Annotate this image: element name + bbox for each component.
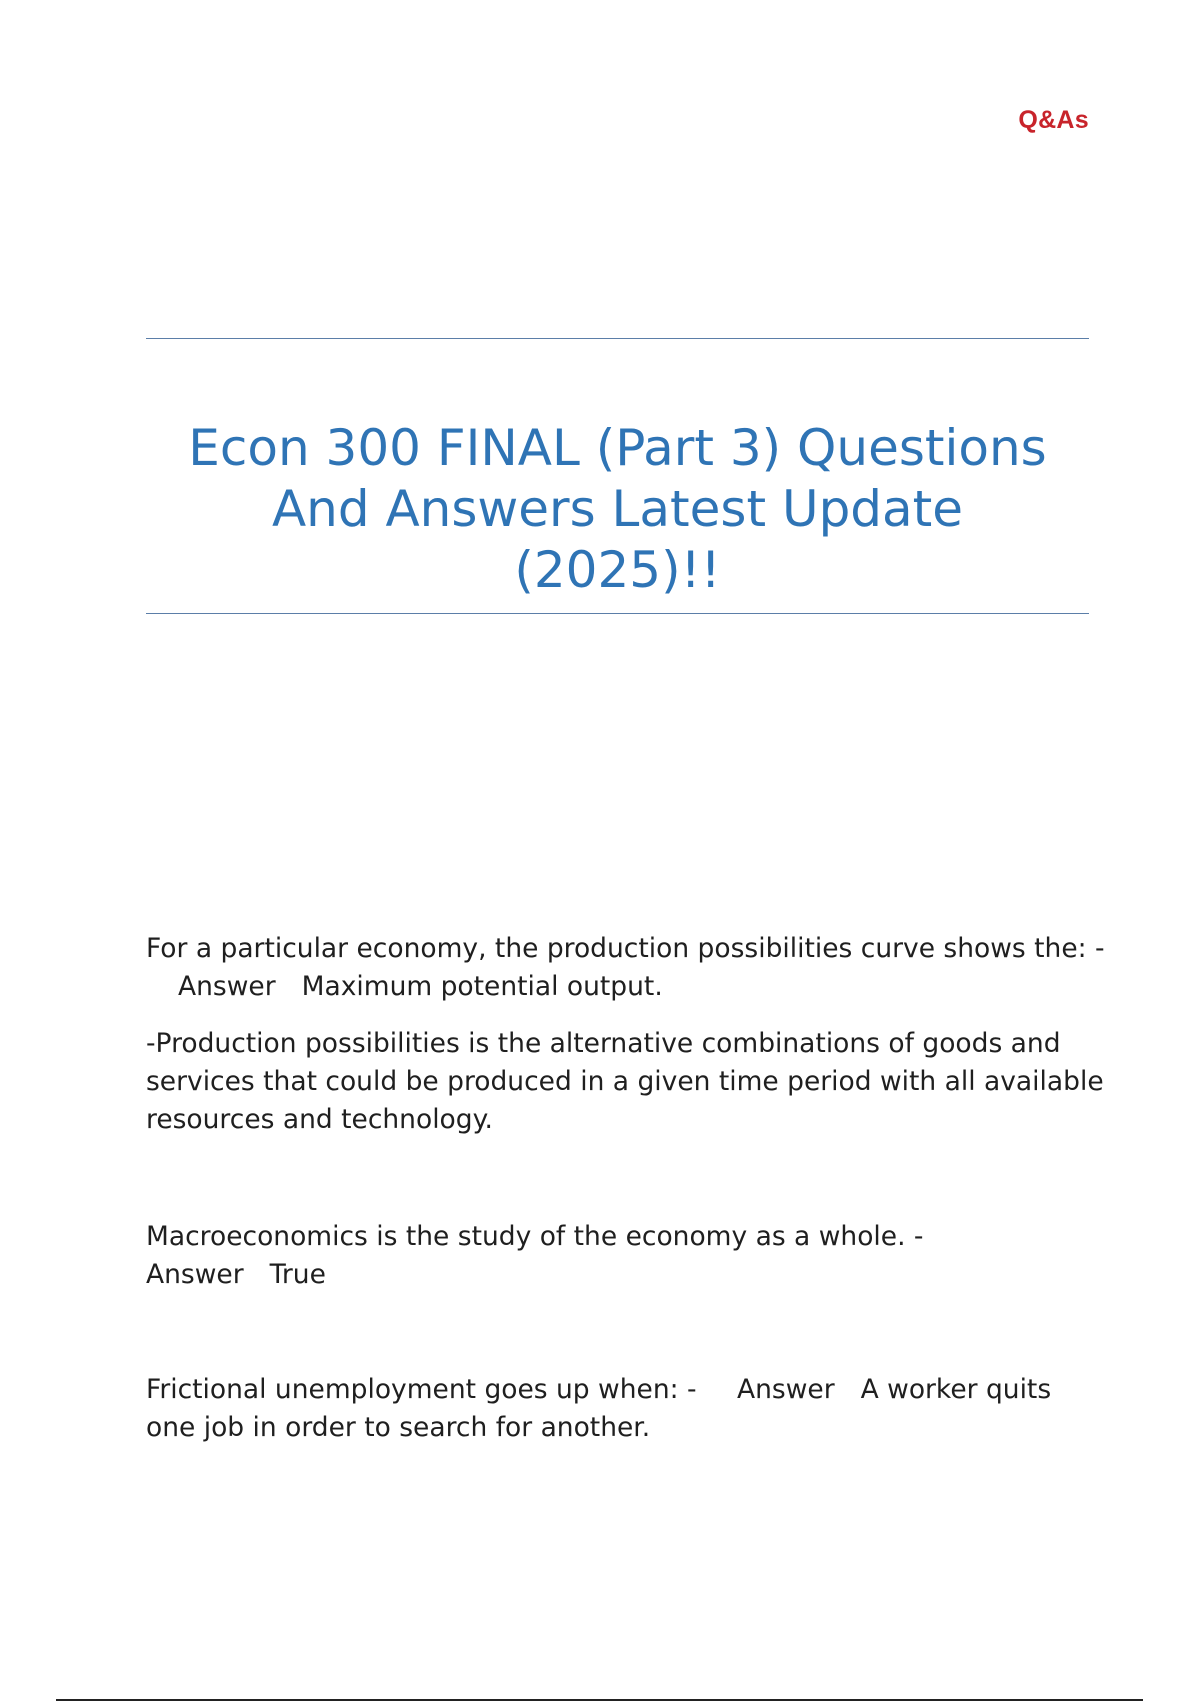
question-text: For a particular economy, the production possibilities curve shows the: -: [146, 933, 1105, 964]
answer-label: Answer: [146, 1259, 244, 1290]
title-top-rule: [146, 338, 1089, 339]
answer-label: Answer: [736, 1374, 835, 1405]
answer-text: A worker quits one job in order to search for another.: [146, 1374, 1052, 1443]
question-text: Frictional unemployment goes up when: -: [146, 1374, 697, 1405]
qa-item-1-text: [146, 930, 1106, 1006]
qa-item-3-text: [146, 1371, 1106, 1447]
answer-label: Answer: [178, 971, 276, 1002]
qa-header-tag: Q&As: [1018, 106, 1089, 134]
document-title: [146, 418, 1089, 601]
qa-item-1: [146, 930, 1106, 1158]
title-line-2: And Answers Latest Update: [271, 480, 964, 538]
title-line-3: (2025)!!: [514, 541, 721, 599]
question-text: Macroeconomics is the study of the economy as a whole. -: [146, 1221, 924, 1252]
title-line-1: Econ 300 FINAL (Part 3) Questions: [188, 419, 1047, 477]
answer-text: True: [269, 1259, 326, 1290]
qa-item-3: [146, 1371, 1106, 1466]
title-bottom-rule: [146, 613, 1089, 614]
qa-item-2-text: [146, 1218, 1106, 1294]
explanation-text: -Production possibilities is the alternative combinations of goods and services that could be produced in a given time period with all available resources and technology.: [146, 1028, 1104, 1135]
answer-text: Maximum potential output.: [301, 971, 663, 1002]
qa-item-2: [146, 1218, 1106, 1313]
